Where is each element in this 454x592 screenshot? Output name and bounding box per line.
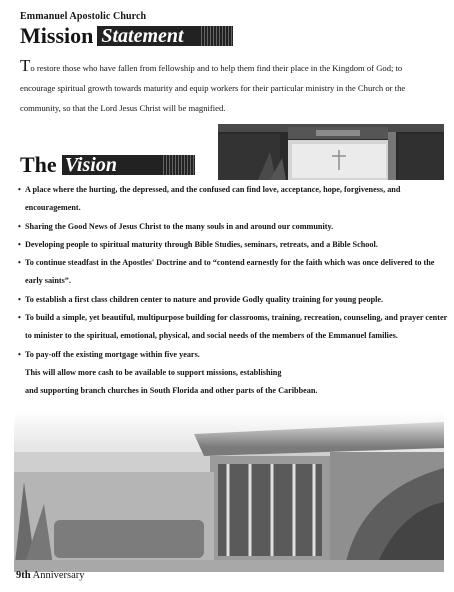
mission-heading-word: Mission <box>20 23 94 48</box>
anniversary-footer <box>16 570 85 581</box>
church-building-photo <box>14 412 444 572</box>
vision-continuation-1: This will allow more cash to be available to support missions, establishing <box>25 367 282 377</box>
anniversary-number: 9th <box>16 570 31 581</box>
vision-item: • A place where the hurting, the depressed, and the confused can find love, acceptance, hope, forgiveness, and encouragement. <box>18 181 448 218</box>
bullet-icon: • <box>18 239 21 249</box>
altar-photo-image <box>218 124 444 180</box>
vision-item: • To build a simple, yet beautiful, multipurpose building for classrooms, training, recreation, counseling, and prayer center to minister to the spiritual, emotional, physical, and social needs of the members of the Emmanuel families. <box>18 309 448 346</box>
bullet-icon: • <box>18 349 21 359</box>
mission-statement-text: o restore those who have fallen from fellowship and to help them find their place in the Kingdom of God; to encourage spiritual growth towards maturity and equip workers for their particular ministry in the Church or the community, so that the Lord Jesus Christ will be magnified. <box>20 63 406 113</box>
vision-heading-box: Vision <box>62 155 195 175</box>
bullet-icon: • <box>18 185 21 194</box>
vision-continuation-2: and supporting branch churches in South Florida and other parts of the Caribbean. <box>25 386 318 396</box>
mission-drop-cap: T <box>20 56 31 75</box>
anniversary-label: Anniversary <box>32 570 85 581</box>
vision-list <box>18 181 448 401</box>
vision-item: • To continue steadfast in the Apostles' Doctrine and to “contend earnestly for the faith which was once delivered to the early saints”. <box>18 254 448 291</box>
vision-heading-word: The <box>20 152 57 177</box>
bullet-icon: • <box>18 313 21 323</box>
mission-statement <box>20 58 436 118</box>
bullet-icon: • <box>18 221 21 231</box>
vision-item: • Developing people to spiritual maturity through Bible Studies, seminars, retreats, and a Bible School. <box>18 236 448 254</box>
vision-item: • To establish a first class children center to nature and provide Godly quality training for young people. <box>18 291 448 309</box>
vision-heading <box>20 153 195 177</box>
vision-item: • Sharing the Good News of Jesus Christ to the many souls in and around our community. <box>18 218 448 236</box>
church-building-image <box>14 412 444 572</box>
bullet-icon: • <box>18 294 21 304</box>
vision-item: • To pay-off the existing mortgage within five years. This will allow more cash to be available to support missions, establishing and supporting branch churches in South Florida and other parts of the Caribbean. <box>18 346 448 401</box>
church-name: Emmanuel Apostolic Church <box>20 11 147 22</box>
bullet-icon: • <box>18 258 21 268</box>
mission-heading <box>20 24 233 48</box>
altar-photo <box>218 124 444 180</box>
mission-heading-box: Statement <box>97 26 233 46</box>
